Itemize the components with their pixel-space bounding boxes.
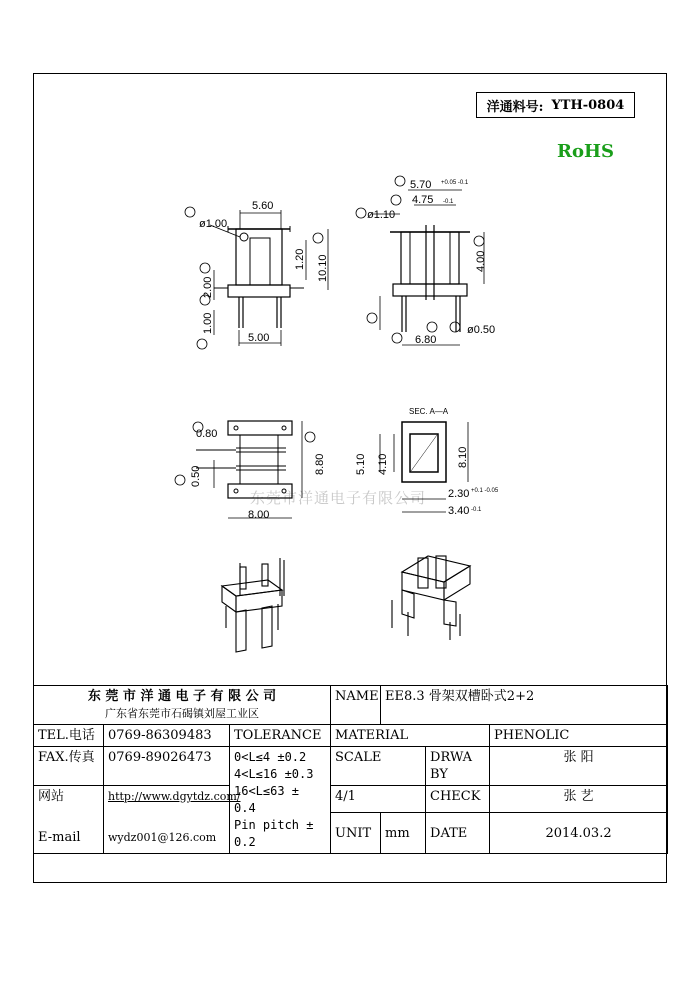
dim-text: 2.30 [448,488,470,500]
dim-text: 3.40 [448,505,470,517]
dim-text: 1.00 [202,312,214,334]
dim-text: 5.10 [355,453,367,475]
company-cell [34,686,331,725]
dim-text: 4.00 [475,250,487,272]
dim-text: ø0.50 [467,324,496,336]
dim-tol: +0.05 -0.1 [441,180,469,186]
iso-view-left [222,558,284,652]
tolerance-table [230,747,331,854]
dim-tol: +0.1 -0.05 [471,488,499,494]
dim-text: 5.00 [248,332,270,344]
tol-line: 4<L≤16 ±0.3 [234,767,314,781]
email-label: E-mail [38,830,81,845]
watermark: 东莞市洋通电子有限公司 [250,489,427,507]
rohs-mark: RoHS [557,141,614,162]
material-value: PHENOLIC [490,725,668,747]
dim-text: 4.75 [412,194,434,206]
tol-line: 0.4 [234,801,256,815]
dim-text: 8.00 [248,509,270,521]
dim-text: ø1.10 [367,209,396,221]
title-block [33,685,668,854]
web-label-cell [34,786,104,854]
part-number-value: YTH-0804 [551,97,625,113]
check-label: CHECK [426,786,490,813]
dim-text: ø1.00 [199,218,228,230]
dim-text: 4.10 [377,453,389,475]
dim-text: 5.70 [410,179,432,191]
drawn-value: 张 阳 [490,747,668,786]
dim-text: 8.80 [314,453,326,475]
tolerance-label: TOLERANCE [230,725,331,747]
iso-view-right [392,556,470,640]
dim-text: 8.10 [457,446,469,468]
web-label: 网站 [38,789,65,804]
company-address: 广东省东莞市石碣镇刘屋工业区 [105,707,259,720]
company-name: 东 莞 市 洋 通 电 子 有 限 公 司 [87,689,277,704]
tol-line: 0<L≤4 ±0.2 [234,750,307,764]
unit-label: UNIT [331,813,381,854]
front-view [210,210,328,346]
name-label: NAME [331,686,381,725]
tol-line: 0.2 [234,835,256,849]
tel-value: 0769-86309483 [104,725,230,747]
website-link[interactable]: http://www.dgytdz.com/ [108,790,241,803]
dim-text: 0.50 [190,465,202,487]
part-number-label: 洋通料号: [486,99,544,115]
date-label: DATE [426,813,490,854]
fax-value: 0769-89026473 [104,747,230,786]
unit-value: mm [381,813,426,854]
tel-label: TEL.电话 [34,725,104,747]
web-cell [104,786,241,854]
drawn-label: DRWA BY [426,747,490,786]
name-value: EE8.3 骨架双槽卧式2+2 [381,686,668,725]
dim-text: 2.00 [202,276,214,298]
dim-text: 10.10 [317,254,329,282]
email-value: wydz001@126.com [108,831,217,844]
scale-value: 4/1 [331,786,426,813]
scale-label: SCALE [331,747,426,786]
dim-text: 1.20 [294,248,306,270]
check-value: 张 艺 [490,786,668,813]
material-label: MATERIAL [331,725,490,747]
tol-line: 16<L≤63 ± [234,784,300,798]
fax-label: FAX.传真 [34,747,104,786]
dim-tol: -0.1 [471,507,482,513]
section-label: SEC. A—A [409,407,449,416]
dim-text: 6.80 [415,334,437,346]
tol-line: Pin pitch ± [234,818,314,832]
dim-tol: -0.1 [443,199,454,205]
dim-text: 5.60 [252,200,274,212]
dim-text: 0.80 [196,428,218,440]
date-value: 2014.03.2 [490,813,668,854]
